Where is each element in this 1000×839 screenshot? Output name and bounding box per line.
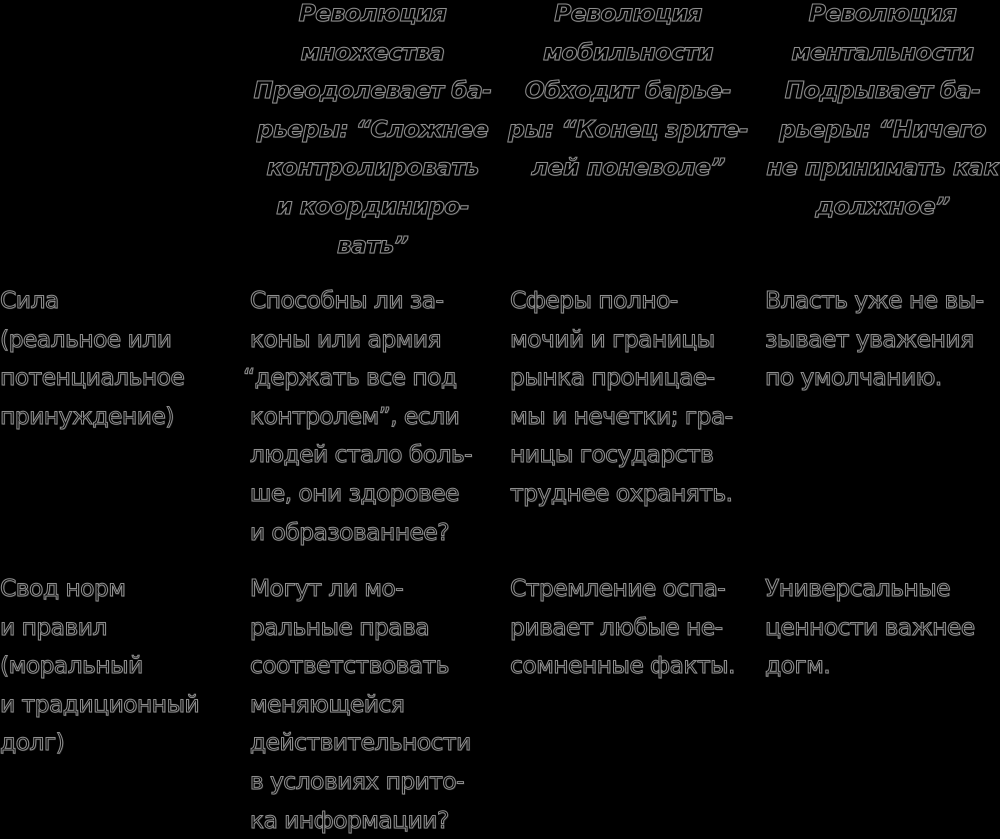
- cell-force-multiplicity: Способны ли за- коны или армия “держать все под контролем”, если людей стало боль- ше, они здоровее и образованнее?: [243, 286, 473, 546]
- header-mentality: Революция ментальности Подрывает ба- рьеры: “Ничего не принимать как должное”: [766, 0, 999, 220]
- cell-force-mentality: Власть уже не вы- зывает уважения по умолчанию.: [765, 286, 984, 392]
- cell-norms-multiplicity: Могут ли мо- ральные права соответствовать меняющейся действительности в условиях прито- ка информации?: [249, 574, 471, 834]
- cell-norms-mentality: Универсальные ценности важнее догм.: [765, 574, 975, 680]
- row-label-norms: Свод норм и правил (моральный и традиционный долг): [0, 574, 200, 757]
- row-label-force: Сила (реальное или потенциальное принуждение): [0, 286, 185, 430]
- cell-force-mobility: Сферы полно- мочий и границы рынка проницае- мы и нечетки; гра- ницы государств труднее охранять.: [510, 286, 733, 507]
- cell-norms-mobility: Стремление оспа- ривает любые не- сомненные факты.: [510, 574, 735, 680]
- header-multiplicity: Революция множества Преодолевает ба- рьеры: “Сложнее контролировать и координиро- вать”: [253, 0, 492, 259]
- header-mobility: Революция мобильности Обходит барье- ры: “Конец зрите- лей поневоле”: [508, 0, 748, 182]
